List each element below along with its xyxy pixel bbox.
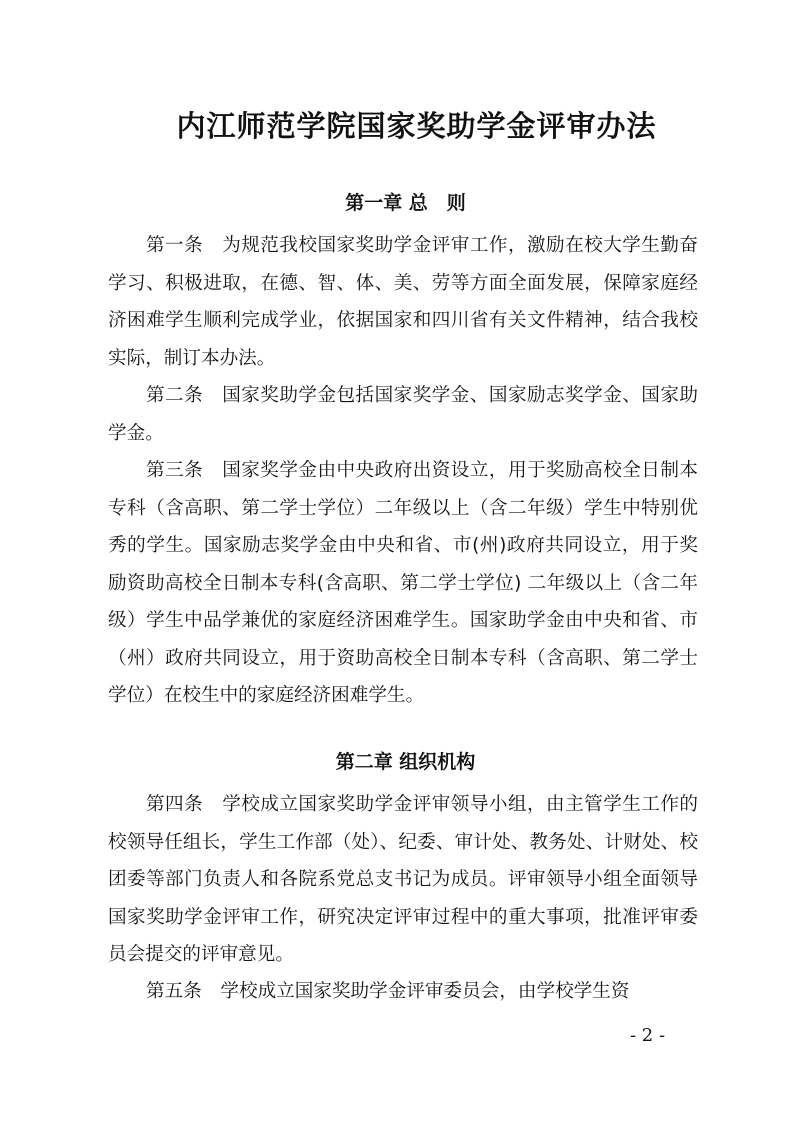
- article-3: 第三条 国家奖学金由中央政府出资设立，用于奖励高校全日制本专科（含高职、第二学士学位）二年级以上（含二年级）学生中特别优秀的学生。国家励志奖学金由中央和省、市(州)政府共同设立，用于奖励资助高校全日制本专科(含高职、第二学士学位) 二年级以上（含二年级）学生中品学兼优的家庭经济困难学生。国家助学金由中央和省、市（州）政府共同设立，用于资助高校全日制本专科（含高职、第二学士学位）在校生中的家庭经济困难学生。: [108, 460, 698, 706]
- document-title: 内江师范学院国家奖助学金评审办法: [176, 109, 657, 143]
- article-5: 第五条 学校成立国家奖助学金评审委员会，由学校学生资: [146, 981, 630, 1002]
- article-4: 第四条 学校成立国家奖助学金评审领导小组，由主管学生工作的校领导任组长，学生工作部（处）、纪委、审计处、教务处、计财处、校团委等部门负责人和各院系党总支书记为成员。评审领导小组全面领导国家奖助学金评审工作，研究决定评审过程中的重大事项，批准评审委员会提交的评审意见。: [108, 794, 698, 965]
- chapter-1-heading: 第一章 总 则: [345, 192, 466, 214]
- page-number: - 2 -: [630, 1025, 666, 1046]
- article-2: 第二条 国家奖助学金包括国家奖学金、国家励志奖学金、国家助学金。: [108, 385, 698, 444]
- chapter-2-heading: 第二章 组织机构: [335, 751, 476, 773]
- article-1: 第一条 为规范我校国家奖助学金评审工作，激励在校大学生勤奋学习、积极进取，在德、智、体、美、劳等方面全面发展，保障家庭经济困难学生顺利完成学业，依据国家和四川省有关文件精神，结合我校实际，制订本办法。: [108, 235, 698, 369]
